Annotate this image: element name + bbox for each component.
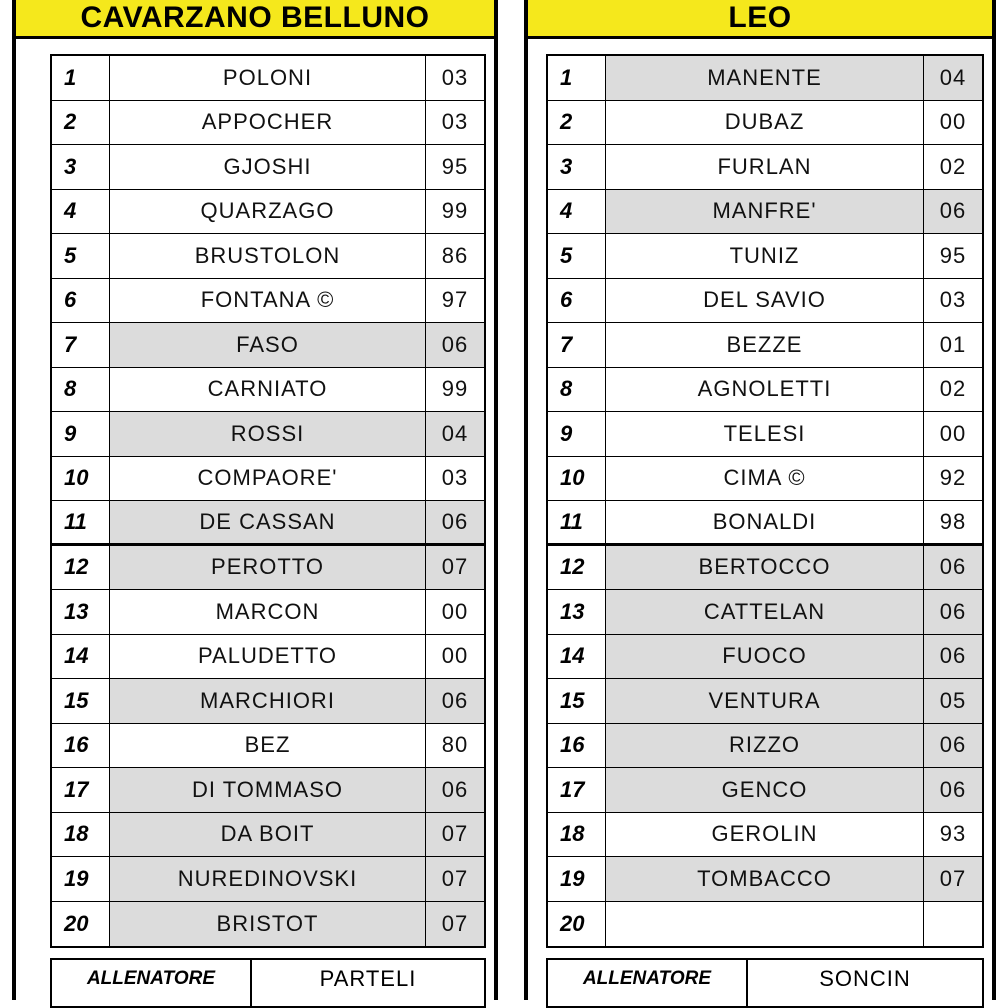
coach-box: [546, 958, 984, 1008]
player-row: [52, 323, 484, 368]
player-birth-year: 99: [441, 198, 469, 224]
player-number: 7: [52, 323, 110, 367]
player-row: [548, 368, 982, 413]
player-number: 7: [548, 323, 606, 367]
player-row: [548, 724, 982, 769]
player-birth-year: [924, 902, 982, 947]
player-name: BRISTOT: [110, 902, 426, 947]
player-number: 6: [52, 279, 110, 323]
player-number: 16: [52, 724, 110, 768]
player-birth-year: 04: [924, 56, 982, 100]
player-birth-year: 07: [426, 902, 484, 947]
player-birth-year: 06: [924, 546, 982, 590]
player-name: MARCHIORI: [110, 679, 426, 723]
player-number: 20: [52, 902, 110, 947]
player-row: [548, 590, 982, 635]
player-birth-year: 07: [426, 546, 484, 590]
player-birth-year: 00: [441, 643, 469, 669]
player-number: 4: [52, 190, 110, 234]
player-name: DI TOMMASO: [110, 768, 426, 812]
player-birth-year: 00: [441, 598, 469, 624]
coach-name: PARTELI: [319, 966, 417, 991]
player-name: BERTOCCO: [606, 546, 924, 590]
player-row: [548, 635, 982, 680]
player-number: 9: [548, 412, 606, 456]
player-name: TOMBACCO: [606, 857, 924, 901]
player-number: 18: [52, 813, 110, 857]
player-name: VENTURA: [606, 679, 924, 723]
player-number: 19: [548, 857, 606, 901]
player-name: CIMA ©: [606, 457, 924, 501]
player-birth-year: 07: [426, 813, 484, 857]
player-birth-year: 06: [426, 768, 484, 812]
player-row: [548, 501, 982, 546]
player-row: [52, 368, 484, 413]
player-row: [52, 857, 484, 902]
player-number: 18: [548, 813, 606, 857]
player-row: [548, 813, 982, 858]
player-birth-year: 06: [924, 190, 982, 234]
player-birth-year: 06: [924, 590, 982, 634]
player-row: [548, 323, 982, 368]
roster-table: [50, 54, 486, 948]
player-number: 3: [548, 145, 606, 189]
player-birth-year: 80: [441, 732, 469, 758]
player-birth-year: 05: [924, 679, 982, 723]
player-name: BONALDI: [606, 501, 924, 543]
player-birth-year: 99: [441, 376, 469, 402]
player-birth-year: 06: [426, 501, 484, 543]
player-number: 2: [548, 101, 606, 145]
player-birth-year: 06: [924, 724, 982, 768]
player-name: DUBAZ: [606, 101, 924, 145]
player-name: ROSSI: [110, 412, 426, 456]
player-number: 16: [548, 724, 606, 768]
player-row: [52, 546, 484, 591]
player-birth-year: 03: [441, 465, 469, 491]
player-birth-year: 02: [939, 153, 967, 179]
player-name: MANFRE': [606, 190, 924, 234]
player-birth-year: 92: [939, 465, 967, 491]
player-row: [548, 279, 982, 324]
player-name: BEZ: [110, 724, 426, 768]
player-name: PALUDETTO: [110, 635, 426, 679]
player-name: AGNOLETTI: [606, 368, 924, 412]
player-row: [548, 190, 982, 235]
player-birth-year: 95: [441, 153, 469, 179]
player-birth-year: 07: [924, 857, 982, 901]
player-row: [52, 590, 484, 635]
player-number: 19: [52, 857, 110, 901]
player-row: [52, 145, 484, 190]
player-number: 9: [52, 412, 110, 456]
player-row: [52, 724, 484, 769]
player-number: 10: [548, 457, 606, 501]
player-name: BRUSTOLON: [110, 234, 426, 278]
player-name: CARNIATO: [110, 368, 426, 412]
player-name: MARCON: [110, 590, 426, 634]
player-birth-year: 97: [441, 287, 469, 313]
player-row: [548, 101, 982, 146]
player-row: [52, 679, 484, 724]
player-name: DE CASSAN: [110, 501, 426, 543]
player-birth-year: 04: [426, 412, 484, 456]
player-name: GJOSHI: [110, 145, 426, 189]
player-number: 2: [52, 101, 110, 145]
player-number: 10: [52, 457, 110, 501]
player-birth-year: 06: [426, 323, 484, 367]
player-number: 8: [548, 368, 606, 412]
team-header: LEO: [528, 0, 992, 39]
player-birth-year: 00: [939, 109, 967, 135]
player-row: [52, 190, 484, 235]
player-row: [52, 412, 484, 457]
player-name: GENCO: [606, 768, 924, 812]
player-row: [548, 679, 982, 724]
player-row: [52, 101, 484, 146]
player-birth-year: 03: [441, 64, 469, 90]
player-name: DA BOIT: [110, 813, 426, 857]
player-name: QUARZAGO: [110, 190, 426, 234]
player-birth-year: 03: [441, 109, 469, 135]
player-number: 15: [52, 679, 110, 723]
roster-table: [546, 54, 984, 948]
player-birth-year: 98: [939, 508, 967, 534]
player-row: [52, 902, 484, 947]
player-row: [548, 857, 982, 902]
player-number: 6: [548, 279, 606, 323]
player-row: [52, 768, 484, 813]
player-birth-year: 06: [924, 635, 982, 679]
player-number: 4: [548, 190, 606, 234]
player-birth-year: 01: [939, 331, 967, 357]
player-row: [52, 234, 484, 279]
player-birth-year: 03: [939, 287, 967, 313]
player-name: FASO: [110, 323, 426, 367]
player-birth-year: 06: [924, 768, 982, 812]
player-name: MANENTE: [606, 56, 924, 100]
player-row: [52, 813, 484, 858]
player-number: 11: [52, 501, 110, 543]
player-birth-year: 95: [939, 242, 967, 268]
player-row: [52, 279, 484, 324]
player-name: BEZZE: [606, 323, 924, 367]
coach-box: [50, 958, 486, 1008]
player-number: 8: [52, 368, 110, 412]
player-number: 17: [548, 768, 606, 812]
player-row: [548, 412, 982, 457]
player-number: 1: [548, 56, 606, 100]
player-row: [52, 635, 484, 680]
player-name: COMPAORE': [110, 457, 426, 501]
player-number: 3: [52, 145, 110, 189]
team-panel-leo: [524, 0, 996, 1000]
player-number: 14: [548, 635, 606, 679]
player-row: [548, 457, 982, 502]
player-number: 13: [548, 590, 606, 634]
player-row: [52, 501, 484, 546]
player-name: RIZZO: [606, 724, 924, 768]
player-number: 12: [548, 546, 606, 590]
player-birth-year: 00: [939, 420, 967, 446]
player-name: FONTANA ©: [110, 279, 426, 323]
player-row: [548, 145, 982, 190]
player-row: [52, 56, 484, 101]
player-name: CATTELAN: [606, 590, 924, 634]
player-number: 12: [52, 546, 110, 590]
player-row: [548, 902, 982, 947]
player-number: 15: [548, 679, 606, 723]
player-birth-year: 07: [426, 857, 484, 901]
player-name: TELESI: [606, 412, 924, 456]
player-number: 11: [548, 501, 606, 543]
player-birth-year: 93: [939, 821, 967, 847]
player-birth-year: 02: [939, 376, 967, 402]
player-name: DEL SAVIO: [606, 279, 924, 323]
coach-label: ALLENATORE: [548, 960, 748, 1006]
player-row: [548, 546, 982, 591]
player-name: POLONI: [110, 56, 426, 100]
coach-label: ALLENATORE: [52, 960, 252, 1006]
player-number: 5: [548, 234, 606, 278]
player-birth-year: 06: [426, 679, 484, 723]
player-number: 5: [52, 234, 110, 278]
player-birth-year: 86: [441, 242, 469, 268]
team-panel-cavarzano: [12, 0, 498, 1000]
coach-name: SONCIN: [819, 966, 911, 991]
player-name: FURLAN: [606, 145, 924, 189]
player-number: 20: [548, 902, 606, 947]
player-number: 17: [52, 768, 110, 812]
player-row: [52, 457, 484, 502]
player-number: 13: [52, 590, 110, 634]
player-row: [548, 234, 982, 279]
player-row: [548, 768, 982, 813]
player-number: 14: [52, 635, 110, 679]
player-name: NUREDINOVSKI: [110, 857, 426, 901]
player-name: GEROLIN: [606, 813, 924, 857]
player-name: [606, 902, 924, 947]
player-number: 1: [52, 56, 110, 100]
player-name: TUNIZ: [606, 234, 924, 278]
player-row: [548, 56, 982, 101]
team-header: CAVARZANO BELLUNO: [16, 0, 494, 39]
player-name: PEROTTO: [110, 546, 426, 590]
player-name: FUOCO: [606, 635, 924, 679]
player-name: APPOCHER: [110, 101, 426, 145]
